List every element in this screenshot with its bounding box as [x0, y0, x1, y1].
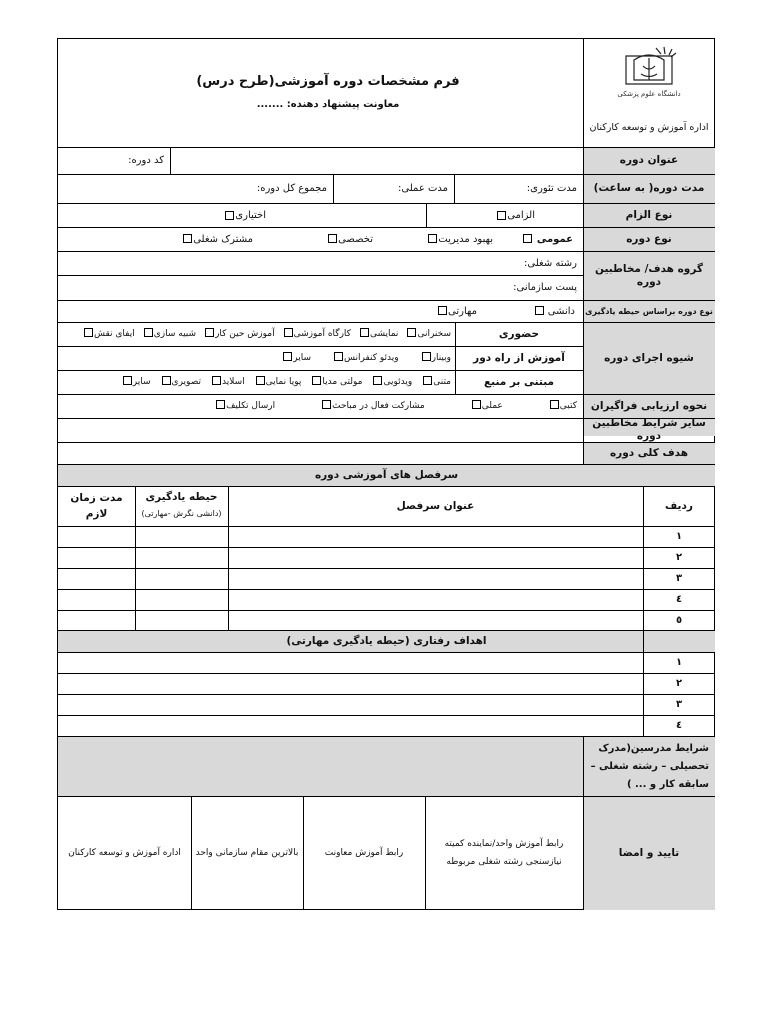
evaluation-option-2[interactable] [321, 400, 425, 413]
source-checkbox[interactable] [162, 376, 171, 385]
learning-domain-type-label: نوع دوره براساس حیطه یادگیری [585, 306, 713, 316]
other-conditions-label: سایر شرایط مخاطبین دوره [592, 418, 706, 442]
grid-hline [58, 203, 715, 204]
evaluation-option-3[interactable] [215, 400, 275, 413]
grid-hline [58, 464, 715, 465]
theory-label: مدت تئوری: [526, 183, 577, 194]
grid-vline [333, 174, 334, 203]
grid-hline [58, 486, 715, 487]
grid-hline [58, 227, 715, 228]
teacher-conditions-label: شرایط مدرسین(مدرک تحصیلی – رشته شغلی – سابقه کار و ... ) [590, 743, 709, 790]
management-option[interactable]: بهبود مدیریت [373, 233, 493, 246]
org-post-label: پست سازمانی: [513, 282, 577, 293]
syllabus-row-number: ٣ [675, 573, 683, 584]
grid-vline [426, 203, 427, 227]
evaluation-checkbox[interactable] [216, 400, 225, 409]
source-option-2[interactable] [311, 376, 362, 389]
evaluation-options [58, 394, 583, 418]
in-person-option-1[interactable] [359, 328, 399, 341]
signer-unit-head: بالاترین مقام سازمانی واحد [195, 847, 299, 858]
obligation-label: نوع الزام [625, 208, 673, 221]
source-option-label: سایر [132, 376, 151, 387]
skill-option[interactable]: مهارتی [437, 305, 477, 318]
grid-hline [58, 346, 583, 347]
grid-hline [58, 394, 715, 395]
grid-hline [58, 610, 715, 611]
syllabus-row-number: ٤ [675, 594, 683, 605]
course-title-label: عنوان دوره [619, 154, 679, 166]
source-checkbox[interactable] [212, 376, 221, 385]
topic-title-header: عنوان سرفصل [396, 499, 475, 512]
optional-checkbox[interactable] [225, 211, 234, 220]
in-person-checkbox[interactable] [205, 328, 214, 337]
in-person-option-label: شبیه سازی [153, 328, 197, 339]
general-checkbox[interactable] [523, 234, 532, 243]
source-checkbox[interactable] [256, 376, 265, 385]
grid-hline [58, 694, 715, 695]
remote-checkbox[interactable] [334, 352, 343, 361]
grid-hline [58, 322, 715, 323]
in-person-option-label: نمایشی [369, 328, 399, 339]
in-person-checkbox[interactable] [144, 328, 153, 337]
remote-label: آموزش از راه دور [473, 351, 565, 364]
skill-checkbox[interactable] [438, 306, 447, 315]
course-code-label: کد دوره: [128, 155, 164, 166]
row-header: ردیف [665, 499, 693, 512]
page-title: فرم مشخصات دوره آموزشی(طرح درس) [196, 73, 460, 89]
learning-domain-header: حیطه یادگیری (دانشی نگرش -مهارتی) [141, 491, 222, 518]
source-option-0[interactable] [422, 376, 451, 389]
evaluation-checkbox[interactable] [550, 400, 559, 409]
in-person-checkbox[interactable] [360, 328, 369, 337]
goal-row-number: ٤ [675, 720, 683, 731]
learning-domain-options [58, 300, 583, 322]
signer-training-office: اداره آموزش و توسعه کارکنان [68, 847, 181, 858]
course-spec-form [57, 38, 715, 910]
source-option-label: مولتی مدیا [322, 376, 363, 387]
behavioral-goals-header: اهداف رفتاری (حیطه یادگیری مهارتی) [286, 634, 487, 647]
practical-label: مدت عملی: [398, 183, 448, 194]
remote-option-label: وبینار [431, 352, 451, 363]
in-person-option-label: سخنرانی [417, 328, 451, 339]
source-checkbox[interactable] [312, 376, 321, 385]
remote-option-1[interactable] [333, 352, 399, 365]
evaluation-label: نحوه ارزیابی فراگیران [590, 399, 708, 412]
grid-vline [303, 796, 304, 910]
knowledge-option[interactable]: دانشی [477, 305, 575, 318]
source-option-label: پویا نمایی [265, 376, 302, 387]
remote-option-2[interactable] [282, 352, 311, 365]
in-person-label: حضوری [498, 327, 540, 340]
source-option-label: تصویری [171, 376, 202, 387]
grid-hline [58, 736, 715, 737]
in-person-option-label: آموزش حین کار [215, 328, 275, 339]
grid-hline [58, 275, 583, 276]
grid-hline [58, 174, 715, 175]
remote-checkbox[interactable] [422, 352, 431, 361]
grid-vline [455, 322, 456, 394]
source-based-label: مبتنی بر منبع [483, 375, 554, 388]
goal-row-number: ٢ [675, 678, 683, 689]
signer-unit-liaison: رابط آموزش واحد/نماینده کمیته نیازسنجی رشته شغلی مربوطه [444, 839, 564, 867]
grid-hline [58, 568, 715, 569]
grid-hline [58, 370, 583, 371]
grid-hline [58, 147, 715, 148]
target-group-label: گروه هدف/ مخاطبین دوره [595, 262, 703, 288]
source-option-label: اسلاید [222, 376, 245, 387]
org-name: اداره آموزش و توسعه کارکنان [589, 121, 709, 133]
proposing-deputy: معاونت پیشنهاد دهنده: ....... [256, 98, 400, 110]
common-job-checkbox[interactable] [183, 234, 192, 243]
logo [583, 39, 715, 107]
remote-option-label: ویدئو کنفرانس [344, 352, 399, 363]
grid-vline [135, 486, 136, 630]
grid-hline [58, 547, 715, 548]
job-field-label: رشته شغلی: [524, 257, 577, 269]
svg-text:دانشگاه علوم پزشکی: دانشگاه علوم پزشکی [617, 90, 681, 98]
course-type-label: نوع دوره [626, 232, 672, 245]
grid-vline [425, 796, 426, 910]
source-option-6[interactable] [122, 376, 151, 389]
specialized-option[interactable]: تخصصی [253, 233, 373, 246]
management-checkbox[interactable] [428, 234, 437, 243]
grid-hline [58, 526, 715, 527]
grid-hline [58, 715, 715, 716]
grid-hline [58, 652, 715, 653]
grid-hline [58, 796, 715, 797]
mandatory-checkbox[interactable] [497, 211, 506, 220]
in-person-option-2[interactable] [283, 328, 351, 341]
source-checkbox[interactable] [373, 376, 382, 385]
goal-row-number: ٣ [675, 699, 683, 710]
approval-label: تایید و امضا [618, 846, 680, 859]
optional-option[interactable]: اختیاری [58, 203, 426, 227]
time-needed-header: مدت زمان لازم [70, 492, 123, 520]
evaluation-option-label: ارسال تکلیف [226, 400, 276, 411]
grid-hline [58, 418, 715, 419]
grid-vline [228, 486, 229, 630]
signer-deputy-liaison: رابط آموزش معاونت [324, 847, 404, 858]
grid-vline [583, 736, 584, 910]
common-job-option[interactable]: مشترک شغلی [133, 233, 253, 246]
grid-hline [58, 251, 715, 252]
knowledge-checkbox[interactable] [535, 306, 544, 315]
in-person-checkbox[interactable] [84, 328, 93, 337]
source-option-label: متنی [433, 376, 451, 387]
evaluation-option-1[interactable] [471, 400, 503, 413]
source-option-1[interactable] [372, 376, 412, 389]
grid-vline [191, 796, 192, 910]
in-person-option-label: کارگاه آموزشی [293, 328, 351, 339]
in-person-options [58, 322, 455, 346]
grid-vline [583, 39, 584, 464]
syllabus-header: سرفصل های آموزشی دوره [314, 468, 459, 481]
syllabus-row-number: ١ [675, 531, 683, 542]
evaluation-checkbox[interactable] [322, 400, 331, 409]
evaluation-option-label: عملی [481, 400, 503, 411]
source-option-5[interactable] [161, 376, 201, 389]
in-person-option-0[interactable] [406, 328, 451, 341]
delivery-method-label: شیوه اجرای دوره [604, 351, 694, 364]
in-person-option-4[interactable] [143, 328, 196, 341]
remote-options [58, 346, 455, 370]
in-person-checkbox[interactable] [407, 328, 416, 337]
total-label: مجموع کل دوره: [256, 183, 327, 194]
in-person-option-5[interactable] [83, 328, 135, 341]
mandatory-option[interactable]: الزامی [426, 203, 583, 227]
remote-checkbox[interactable] [283, 352, 292, 361]
general-option[interactable]: عمومی [493, 233, 573, 246]
evaluation-checkbox[interactable] [472, 400, 481, 409]
goal-row-number: ١ [675, 657, 683, 668]
syllabus-row-number: ٥ [675, 615, 683, 626]
grid-hline [58, 589, 715, 590]
evaluation-option-0[interactable] [549, 400, 577, 413]
syllabus-row-number: ٢ [675, 552, 683, 563]
grid-hline [58, 442, 715, 443]
grid-hline [58, 300, 715, 301]
evaluation-option-label: مشارکت فعال در مباحث [332, 400, 425, 411]
source-checkbox[interactable] [123, 376, 132, 385]
grid-hline [58, 630, 715, 631]
grid-vline [170, 147, 171, 174]
specialized-checkbox[interactable] [328, 234, 337, 243]
duration-label: مدت دوره( به ساعت) [593, 182, 705, 194]
course-type-options [58, 227, 583, 251]
source-option-label: ویدئویی [383, 376, 413, 387]
grid-hline [58, 673, 715, 674]
grid-vline [454, 174, 455, 203]
grid-vline [643, 486, 644, 736]
source-option-4[interactable] [211, 376, 245, 389]
source-options [58, 370, 455, 394]
source-checkbox[interactable] [423, 376, 432, 385]
in-person-option-3[interactable] [204, 328, 275, 341]
remote-option-0[interactable] [421, 352, 451, 365]
in-person-checkbox[interactable] [284, 328, 293, 337]
source-option-3[interactable] [255, 376, 302, 389]
overall-goal-label: هدف کلی دوره [583, 442, 715, 464]
evaluation-option-label: کتبی [559, 400, 577, 411]
remote-option-label: سایر [293, 352, 312, 363]
in-person-option-label: ایفای نقش [93, 328, 135, 339]
